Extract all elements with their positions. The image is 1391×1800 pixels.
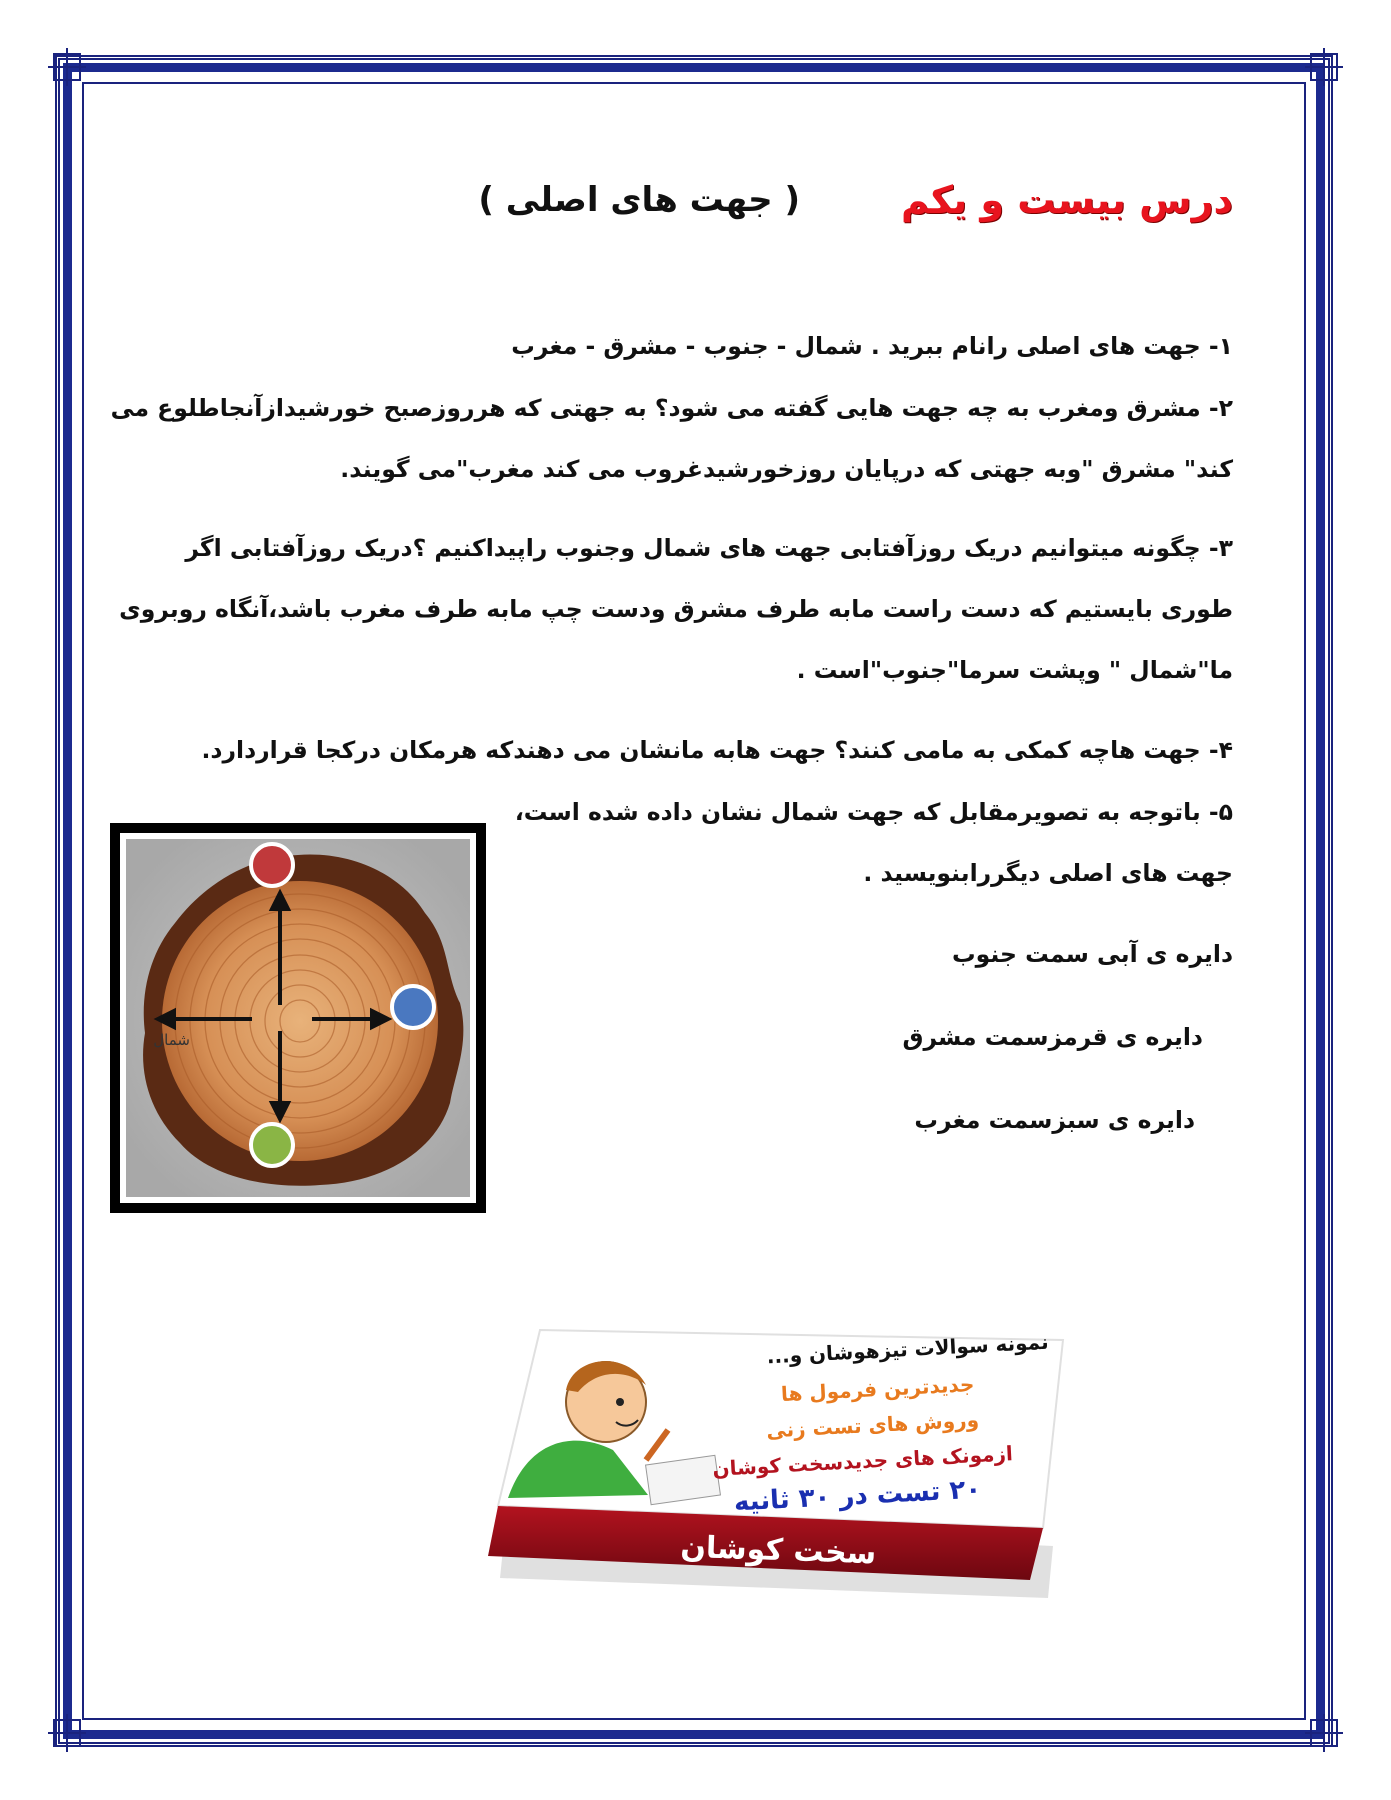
- question-3: [119, 518, 1233, 701]
- question-1-line: ۱- جهت های اصلی رانام ببرید . شمال - جنوب - مشرق - مغرب: [511, 332, 1233, 360]
- promo-line-2: جدیدترین فرمول ها: [780, 1371, 975, 1407]
- question-4-line: ۴- جهت هاچه کمکی به مامی کنند؟ جهت هابه مانشان می دهندکه هرمکان درکجا قراردارد.: [201, 736, 1233, 764]
- promo-badge-svg: [478, 1310, 1078, 1610]
- answer-green: دایره ی سبزسمت مغرب: [914, 1106, 1195, 1134]
- tree-stump-svg: [120, 833, 476, 1203]
- answer-blue: دایره ی آبی سمت جنوب: [952, 940, 1233, 968]
- question-2: [111, 378, 1233, 500]
- question-3-line: ۳- چگونه میتوانیم دریک روزآفتابی جهت های شمال وجنوب راپیداکنیم ؟دریک روزآفتابی اگر: [185, 534, 1233, 562]
- topic-title: ( جهت های اصلی ): [478, 180, 800, 220]
- question-2-line: کند" مشرق "وبه جهتی که درپایان روزخورشیدغروب می کند مغرب"می گویند.: [340, 455, 1233, 483]
- corner-ornament-icon: [1305, 1714, 1343, 1752]
- promo-ribbon-text: سخت کوشان: [679, 1529, 877, 1572]
- red-dot: [251, 844, 293, 886]
- question-1: [511, 316, 1233, 377]
- question-3-line: ما"شمال " وپشت سرما"جنوب"است .: [796, 656, 1233, 684]
- question-2-line: ۲- مشرق ومغرب به چه جهت هایی گفته می شود؟ به جهتی که هرروزصبح خورشیدازآنجاطلوع می: [110, 394, 1233, 422]
- promo-line-3: وروش های تست زنی: [765, 1407, 980, 1443]
- question-5-line: ۵- باتوجه به تصویرمقابل که جهت شمال نشان داده شده است،: [514, 798, 1233, 826]
- compass-tree-stump-image: [110, 823, 486, 1213]
- answer-red: دایره ی قرمزسمت مشرق: [902, 1023, 1203, 1051]
- lesson-title: درس بیست و یکم: [901, 178, 1233, 222]
- wood-caption: شمال: [153, 1031, 190, 1049]
- promo-line-4: ازمونک های جدیدسخت کوشان: [711, 1441, 1014, 1481]
- green-dot: [251, 1124, 293, 1166]
- promo-badge: [478, 1310, 1078, 1610]
- corner-ornament-icon: [48, 1714, 86, 1752]
- question-4: [202, 720, 1234, 781]
- corner-ornament-icon: [48, 48, 86, 86]
- question-3-line: طوری بایستیم که دست راست مابه طرف مشرق ودست چپ مابه طرف مغرب باشد،آنگاه روبروی: [119, 595, 1233, 623]
- corner-ornament-icon: [1305, 48, 1343, 86]
- question-5-line: جهت های اصلی دیگررابنویسید .: [863, 859, 1233, 887]
- blue-dot: [392, 986, 434, 1028]
- question-5: [515, 782, 1233, 904]
- promo-line-5: ۲۰ تست در ۳۰ ثانیه: [733, 1474, 982, 1518]
- promo-line-1: نمونه سوالات تیزهوشان و...: [766, 1329, 1050, 1369]
